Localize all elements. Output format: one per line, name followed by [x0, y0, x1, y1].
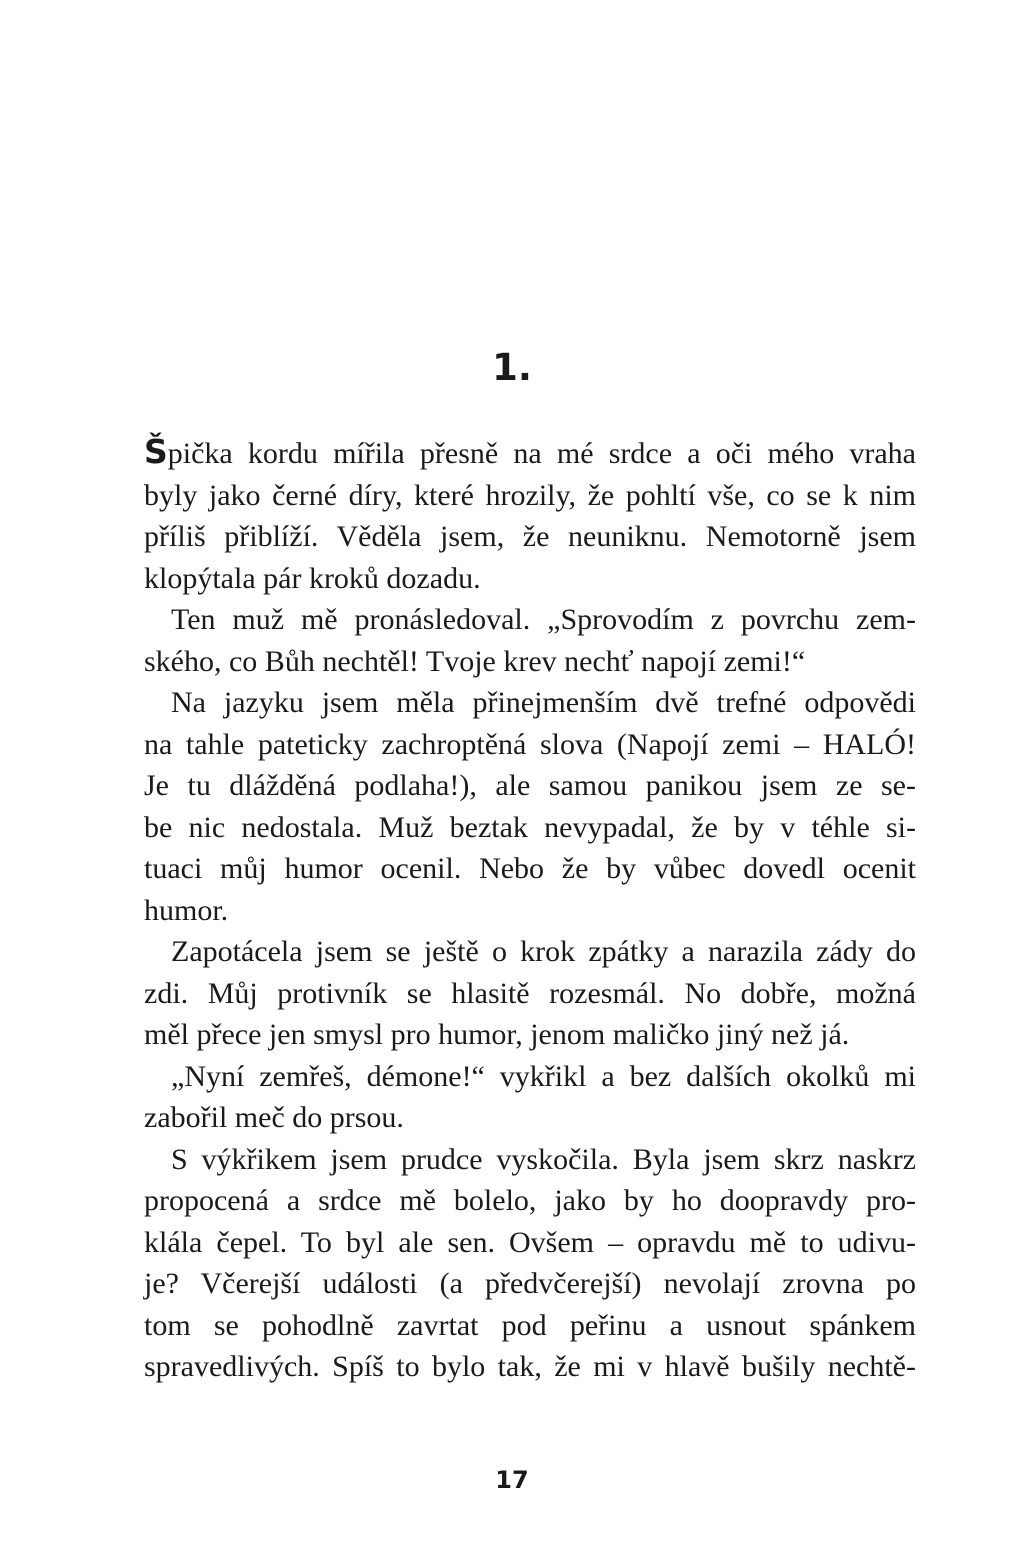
- paragraph: [144, 1139, 916, 1388]
- text-line: ského, co Bůh nechtěl! Tvoje krev nechť napojí zemi!“: [144, 644, 806, 678]
- paragraph: [144, 682, 916, 931]
- text-line: propocená a srdce mě bolelo, jako by ho doopravdy pro-: [144, 1184, 916, 1217]
- text-line: je? Včerejší události (a předvčerejší) nevolají zrovna po: [144, 1267, 916, 1300]
- text-line: klála čepel. To byl ale sen. Ovšem – opravdu mě to udivu-: [144, 1225, 916, 1259]
- paragraph: [144, 931, 916, 1056]
- paragraph: [144, 431, 916, 599]
- text-line: na tahle pateticky zachroptěná slova (Napojí zemi – HALÓ!: [144, 727, 916, 761]
- text-line: humor.: [144, 893, 229, 927]
- text-line: klopýtala pár kroků dozadu.: [144, 561, 481, 595]
- text-line: tuaci můj humor ocenil. Nebo že by vůbec dovedl ocenit: [144, 852, 916, 885]
- text-line: byly jako černé díry, které hrozily, že pohltí vše, co se k nim: [144, 478, 916, 512]
- text-line: Ten muž mě pronásledoval. „Sprovodím z povrchu zem-: [171, 603, 916, 636]
- first-line-rest: pička kordu mířila přesně na mé srdce a oči mého vraha: [167, 437, 916, 470]
- text-line: tom se pohodlně zavrtat pod peřinu a usnout spánkem: [144, 1308, 916, 1342]
- text-line: Je tu dlážděná podlaha!), ale samou panikou jsem ze se-: [144, 769, 916, 802]
- text-line: „Nyní zemřeš, démone!“ vykřikl a bez dalších okolků mi: [171, 1059, 916, 1093]
- text-line: S výkřikem jsem prudce vyskočila. Byla jsem skrz naskrz: [171, 1142, 916, 1176]
- text-line: be nic nedostala. Muž beztak nevypadal, že by v téhle si-: [144, 810, 916, 844]
- page-number: 17: [495, 1466, 529, 1494]
- text-line: [144, 431, 916, 475]
- text-line: zabořil meč do prsou.: [144, 1101, 404, 1134]
- paragraph: [144, 1056, 916, 1139]
- text-line: zdi. Můj protivník se hlasitě rozesmál. No dobře, možná: [144, 976, 916, 1010]
- text-line: měl přece jen smysl pro humor, jenom maličko jiný než já.: [144, 1018, 850, 1051]
- chapter-body: [144, 431, 916, 1388]
- paragraph: [144, 599, 916, 682]
- text-line: Zapotácela jsem se ještě o krok zpátky a narazila zády do: [171, 935, 916, 968]
- text-line: Na jazyku jsem měla přinejmenším dvě trefné odpovědi: [171, 686, 916, 719]
- text-line: spravedlivých. Spíš to bylo tak, že mi v hlavě bušily nechtě-: [144, 1350, 916, 1383]
- text-line: příliš přiblíží. Věděla jsem, že neuniknu. Nemotorně jsem: [144, 520, 916, 553]
- chapter-title: 1.: [492, 346, 532, 389]
- initial-letter: Š: [144, 432, 168, 471]
